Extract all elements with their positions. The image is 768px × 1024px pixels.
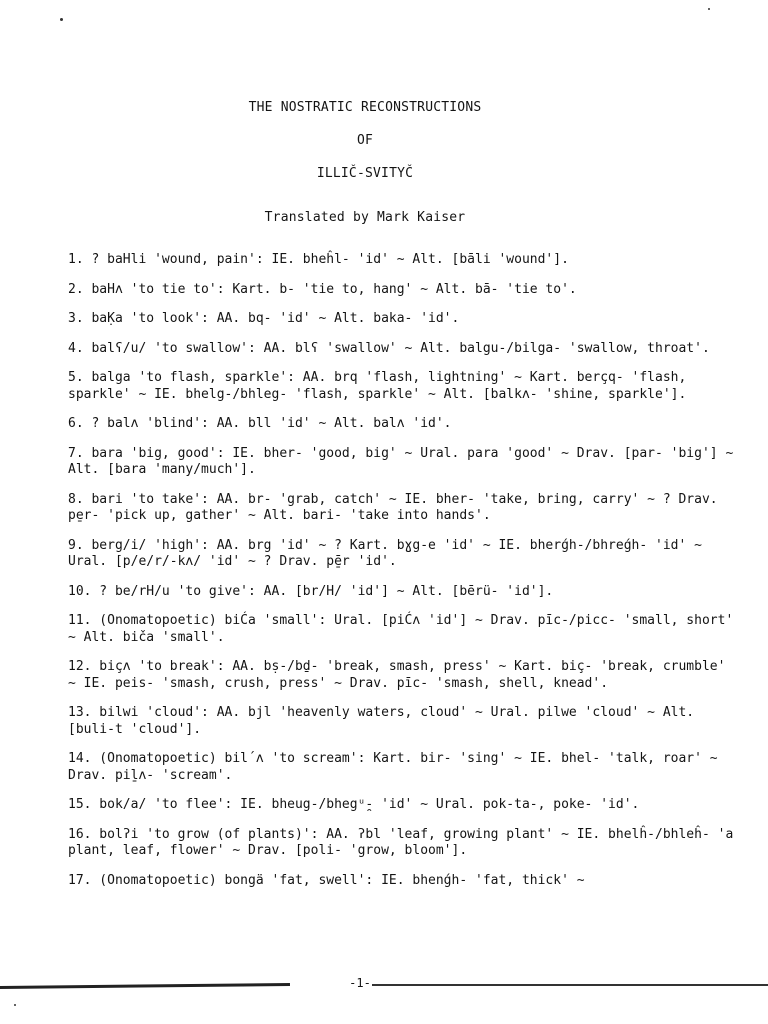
- entry-16: 16. bolʔi 'to grow (of plants)': AA. ʔbl 'leaf, growing plant' ~ IE. bhelĥ-/bhleĥ- 'a plant, leaf, flower' ~ Drav. [poli- 'grow, bloom'].: [68, 826, 742, 858]
- page-number: -1-: [349, 976, 371, 990]
- entry-6: 6. ? balʌ 'blind': AA. bll 'id' ~ Alt. balʌ 'id'.: [68, 416, 452, 431]
- entry-12: 12. biçʌ 'to break': AA. bṣ-/bḏ- 'break, smash, press' ~ Kart. biç- 'break, crumble' ~ IE. peis- 'smash, crush, press' ~ Drav. pīc- 'smash, shell, knead'.: [68, 659, 734, 691]
- entry-1: 1. ? baHli 'wound, pain': IE. bheĥl- 'id' ~ Alt. [bāli 'wound'].: [68, 252, 569, 267]
- title-of: OF: [356, 133, 374, 148]
- entry-4: 4. balʕ/u/ 'to swallow': AA. blʕ 'swallow' ~ Alt. balgu-/bilga- 'swallow, throat'.: [68, 340, 710, 356]
- entry-5: 5. balga 'to flash, sparkle': AA. brq 'flash, lightning' ~ Kart. berçq- 'flash, sparkle' ~ IE. bhelg-/bhleg- 'flash, sparkle' ~ Alt. [balkʌ- 'shine, sparkle'].: [68, 370, 695, 402]
- entry-13: 13. bilwi 'cloud': AA. bjl 'heavenly waters, cloud' ~ Ural. pilwe 'cloud' ~ Alt. [buli-t 'cloud'].: [68, 705, 702, 737]
- title-block: [0, 98, 730, 228]
- entry-11: 11. (Onomatopoetic) biĆa 'small': Ural. [piĆʌ 'id'] ~ Drav. pīc-/picc- 'small, short' ~ Alt. biča 'small'.: [68, 613, 742, 645]
- entry-15: 15. bok/a/ 'to flee': IE. bheug-/bhegᵘ̯- 'id' ~ Ural. pok-ta-, poke- 'id'.: [68, 797, 640, 812]
- footer-rule-left: [0, 983, 290, 989]
- entry-7: 7. bara 'big, good': IE. bher- 'good, big' ~ Ural. para 'good' ~ Drav. [par- 'big'] ~ Alt. [bara 'many/much'].: [68, 445, 742, 477]
- entry-14: 14. (Onomatopoetic) bil´ʌ 'to scream': Kart. bir- 'sing' ~ IE. bhel- 'talk, roar' ~ Drav. piḻʌ- 'scream'.: [68, 751, 726, 783]
- scan-speck: [14, 1004, 16, 1006]
- entry-3: 3. baḲa 'to look': AA. bq- 'id' ~ Alt. baka- 'id'.: [68, 311, 460, 326]
- translator-credit: Translated by Mark Kaiser: [264, 210, 466, 225]
- footer-rule-right: [372, 984, 768, 986]
- entry-17: 17. (Onomatopoetic) bongä 'fat, swell': IE. bhenǵh- 'fat, thick' ~: [68, 872, 585, 888]
- entry-2: 2. baHʌ 'to tie to': Kart. b- 'tie to, hang' ~ Alt. bā- 'tie to'.: [68, 281, 577, 297]
- entry-10: 10. ? be/rH/u 'to give': AA. [br/H/ 'id'] ~ Alt. [bērü- 'id'].: [68, 583, 554, 599]
- entry-8: 8. bari 'to take': AA. br- 'grab, catch' ~ IE. bher- 'take, bring, carry' ~ ? Drav. pe̱r- 'pick up, gather' ~ Alt. bari- 'take into hands'.: [68, 491, 726, 523]
- author-name: ILLIČ-SVITYČ: [316, 166, 414, 181]
- document-title: THE NOSTRATIC RECONSTRUCTIONS: [248, 100, 482, 115]
- entry-9: 9. berg/i/ 'high': AA. brg 'id' ~ ? Kart. bɣg-e 'id' ~ IE. bherǵh-/bhreǵh- 'id' ~ Ural. [p/e/r/-kʌ/ 'id' ~ ? Drav. pē̱r 'id'.: [68, 537, 710, 569]
- entry-list: [68, 252, 740, 902]
- scan-speck: [708, 8, 710, 10]
- scan-speck: [60, 18, 63, 21]
